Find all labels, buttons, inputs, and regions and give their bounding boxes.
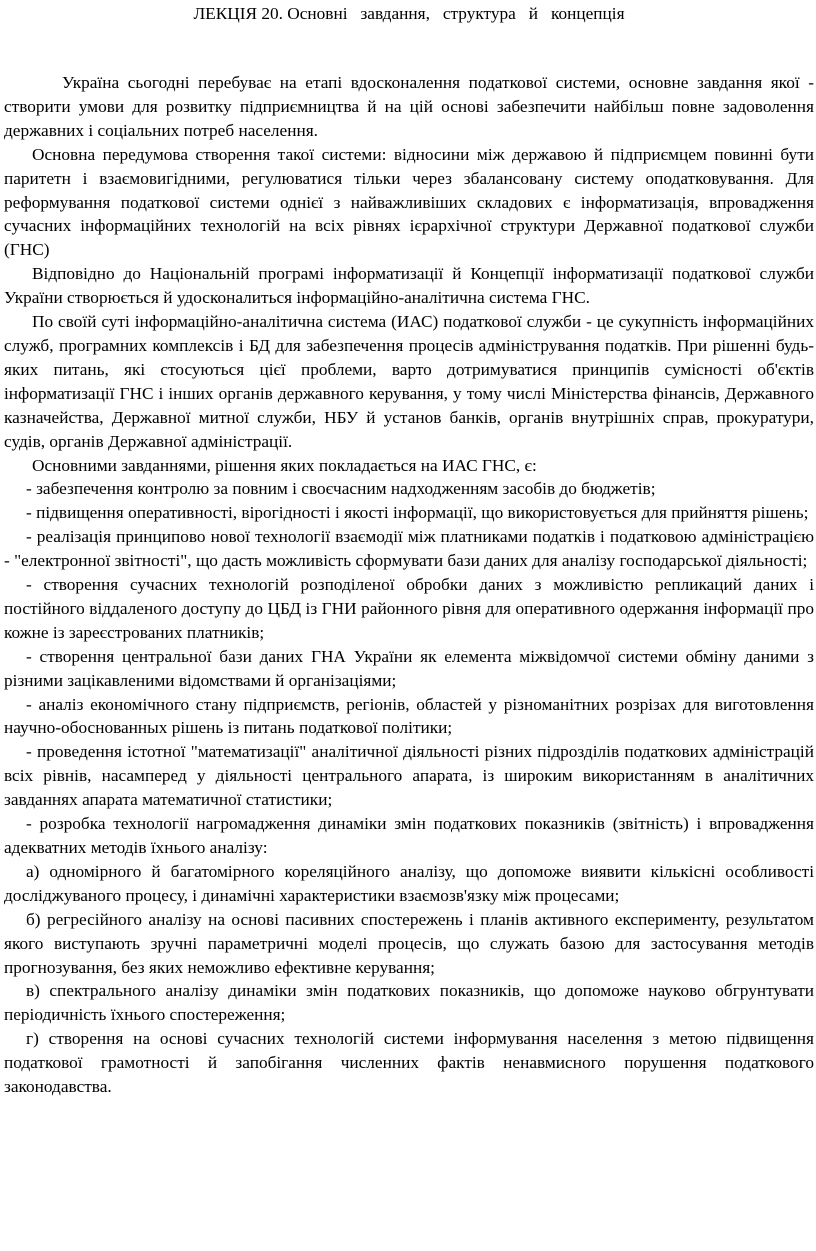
paragraph-ias-definition: По своїй суті інформаційно-аналітична система (ИАС) податкової служби - це сукупність інформаційних служб, програмних комплексів і БД для забезпечення процесів адміністрування податків. При рішенні будь-яких питань, які стосуються цієї проблеми, варто дотримуватися принципів сумісності об'єктів інформатизації ГНС і інших органів державного керування, у тому числі Міністерства фінансів, Державного казначейства, Державної митної служби, НБУ й установ банків, органів внутрішніх справ, прокуратури, судів, органів Державної адміністрації. xyxy=(4,312,814,451)
list-item-central-database: - створення центральної бази даних ГНА України як елемента міжвідомчої системи обміну даними з різними зацікавленими відомствами й організаціями; xyxy=(4,646,814,690)
list-item-economic-analysis: - аналіз економічного стану підприємств, регіонів, областей у різноманітних розрізах для виготовлення научно-обоснованных рішень із питань податкової політики; xyxy=(4,694,814,738)
list-item-budget-control: - забезпечення контролю за повним і своєчасним надходженням засобів до бюджетів; xyxy=(26,479,656,499)
list-item-mathematization: - проведення істотної "математизації" аналітичної діяльності різних підрозділів податкових адміністрацій всіх рівнів, насамперед у діяльності центрального апарата, із широким використанням в аналітичних завданнях апарата математичної статистики; xyxy=(4,742,814,810)
list-item-electronic-reporting: - реалізація принципово нової технології взаємодії між платниками податків і податковою адміністрацією - "електронної звітності", що дасть можливість сформувати бази даних для аналізу господарської діяльності; xyxy=(4,527,814,571)
title-spacer xyxy=(4,26,814,71)
paragraph-national-program: Відповідно до Національній програмі інформатизації й Концепції інформатизації податкової служби України створюється й удосконалиться інформаційно-аналітична система ГНС. xyxy=(4,264,814,308)
list-item-information-quality: - підвищення оперативності, вірогідності і якості інформації, що використовується для прийняття рішень; xyxy=(26,503,809,523)
sub-item-correlation-analysis: а) одномірного й багатомірного кореляційного аналізу, що допоможе виявити кількісні особливості досліджуваного процесу, і динамічні характеристики взаємозв'язку між процесами; xyxy=(4,861,814,905)
sub-item-spectral-analysis: в) спектрального аналізу динаміки змін податкових показників, що допоможе науково обгрунтувати періодичність їхнього спостереження; xyxy=(4,981,814,1025)
paragraph-precondition: Основна передумова створення такої системи: відносини між державою й підприємцем повинні бути паритетн і взаємовигідними, регулюватися тільки через збалансовану систему оподатковування. Для реформування податкової системи однієї з найважливіших складових є інформатизація, впровадження сучасних інформаційних технологій на всіх рівнях ієрархічної структури Державної податкової служби (ГНС) xyxy=(4,144,814,260)
list-item-dynamics-technology: - розробка технології нагромадження динаміки змін податкових показників (звітність) і впровадження адекватних методів їхнього аналізу: xyxy=(4,814,814,857)
sub-item-regression-analysis: б) регресійного аналізу на основі пасивних спостережень і планів активного експерименту, результатом якого виступають зручні параметричні моделі процесів, що служать базою для застосування методів прогнозування, без яких неможливо ефективне керування; xyxy=(4,909,814,977)
paragraph-tasks-heading: Основними завданнями, рішення яких покладається на ИАС ГНС, є: xyxy=(32,455,537,475)
paragraph-intro: Україна сьогодні перебуває на етапі вдосконалення податкової системи, основне завдання якої - створити умови для розвитку підприємництва й на цій основі забезпечити найбільш повне задоволення державних і соціальних потреб населення. xyxy=(4,73,814,140)
sub-item-public-information: г) створення на основі сучасних технологій системи інформування населення з метою підвищення податкової грамотності й запобігання численних фактів ненавмисного порушення податкового законодавства. xyxy=(4,1029,814,1097)
list-item-distributed-processing: - створення сучасних технологій розподіленої обробки даних з можливістю репликаций даних і постійного віддаленого доступу до ЦБД із ГНИ районного рівня для оперативного одержання інформації про кожне із зареєстрованих платників; xyxy=(4,575,814,642)
lecture-title: ЛЕКЦІЯ 20. Основні завдання, структура й концепція xyxy=(193,4,625,23)
